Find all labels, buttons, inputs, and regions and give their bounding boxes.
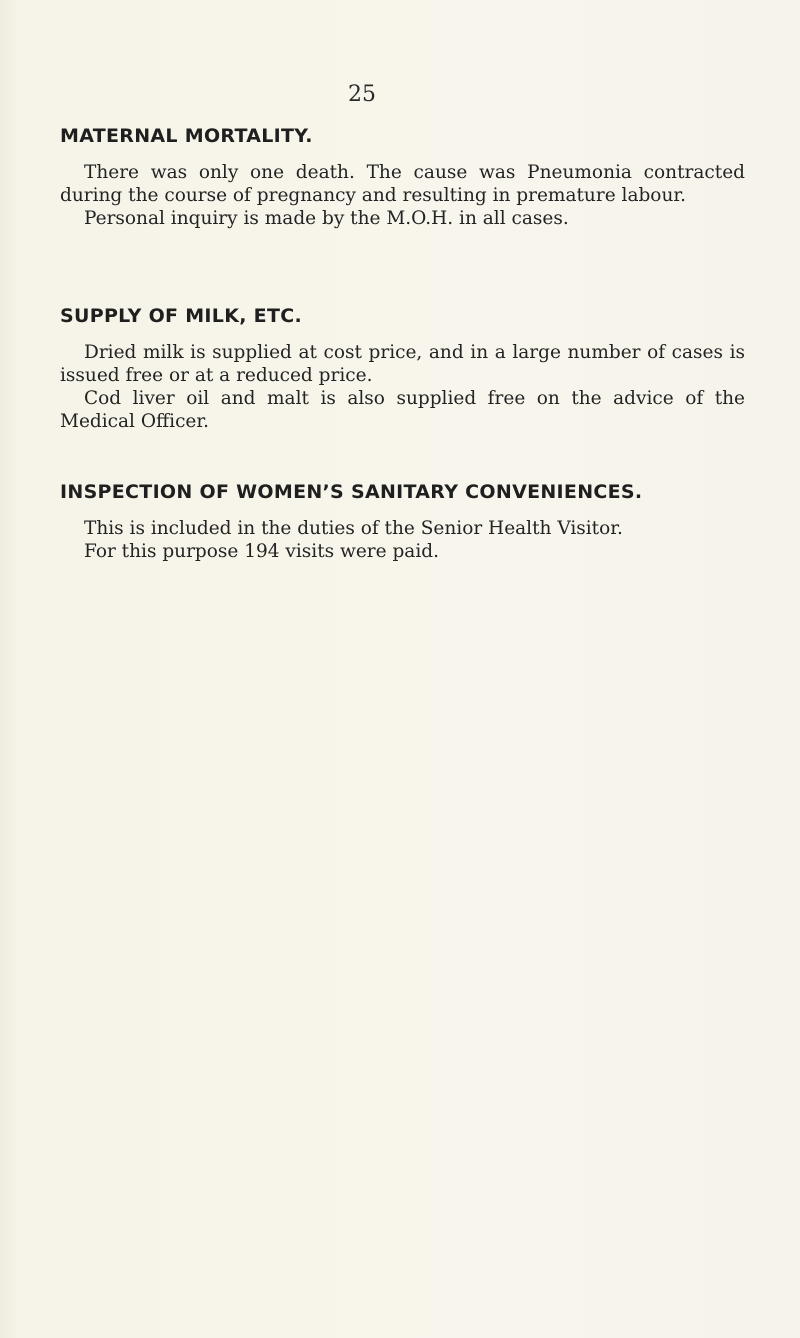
section-heading: MATERNAL MORTALITY.	[60, 125, 313, 147]
paragraph: Cod liver oil and malt is also supplied free on the advice of the Medical Officer.	[60, 388, 745, 432]
section-inspection-sanitary	[60, 481, 745, 563]
page-number: 25	[348, 82, 376, 107]
paragraph: There was only one death. The cause was Pneumonia contracted during the course of pregnancy and resulting in premature labour.	[60, 162, 745, 206]
paragraph: This is included in the duties of the Senior Health Visitor.	[84, 518, 623, 539]
section-heading: SUPPLY OF MILK, ETC.	[60, 305, 302, 327]
paragraph: Dried milk is supplied at cost price, and in a large number of cases is issued free or at a reduced price.	[60, 342, 745, 386]
section-maternal-mortality	[60, 125, 745, 230]
paragraph: Personal inquiry is made by the M.O.H. in all cases.	[84, 208, 569, 229]
section-supply-of-milk	[60, 305, 745, 433]
section-heading: INSPECTION OF WOMEN’S SANITARY CONVENIENCES.	[60, 481, 643, 503]
paragraph: For this purpose 194 visits were paid.	[84, 541, 439, 562]
